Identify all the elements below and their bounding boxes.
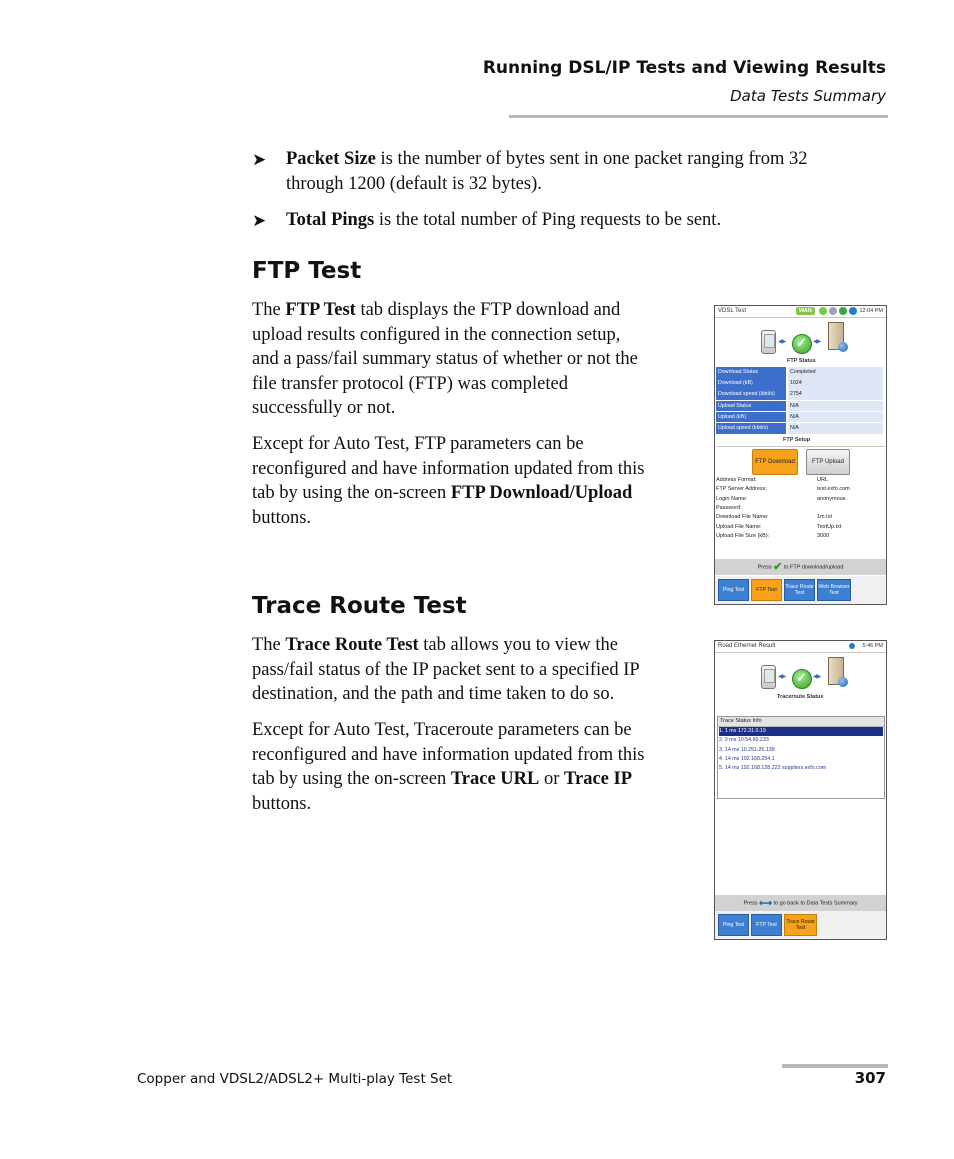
check-key-icon: ✔ xyxy=(773,561,783,573)
tab-web-browser-test[interactable]: Web Browser Test xyxy=(817,579,851,601)
globe-icon xyxy=(838,677,848,687)
trace-hop-row[interactable]: 5. 14 ms 192.168.128.222 suppliers.exfo.com xyxy=(719,765,827,772)
ftp-setup-key: Download File Name: xyxy=(716,514,769,521)
bullet-text: is the number of bytes sent in one packet ranging from 32 xyxy=(375,149,808,169)
trace-status-info-box[interactable] xyxy=(717,716,885,799)
text: tab by using the on-screen xyxy=(252,483,451,504)
pass-check-icon xyxy=(792,334,812,354)
client-device-icon xyxy=(761,665,776,689)
ftp-status-key: Download Status xyxy=(716,367,786,378)
text-line: reconfigured and have information updated from this xyxy=(252,744,645,765)
ftp-setup-row xyxy=(716,513,876,522)
bullet-term: Packet Size xyxy=(286,149,376,169)
text-line: reconfigured and have information updated from this xyxy=(252,458,645,479)
tab-trace-route-test[interactable]: Trace Route Test xyxy=(784,579,815,601)
ftp-setup-row xyxy=(716,476,876,485)
traceroute-status-caption: Traceroute Status xyxy=(777,694,824,700)
ftp-status-key: Download (kB) xyxy=(716,378,786,389)
tab-bar xyxy=(715,576,886,604)
text: tab allows you to view the xyxy=(418,635,618,655)
ftp-status-value: 1024 xyxy=(788,378,883,389)
trace-box-header: Trace Status Info xyxy=(718,717,884,727)
ftp-setup-value: anonymous xyxy=(817,495,846,502)
screen-time: 12:04 PM xyxy=(859,308,883,314)
ftp-status-row xyxy=(716,378,883,390)
ftp-setup-key: Upload File Name: xyxy=(716,523,762,530)
ftp-setup-key: Address Format: xyxy=(716,477,757,483)
ftp-status-row xyxy=(716,401,883,413)
text-line: destination, and the path and time taken to do so. xyxy=(252,684,615,705)
text-line: Except for Auto Test, FTP parameters can be xyxy=(252,434,584,454)
hint-text: Press xyxy=(757,564,772,571)
ftp-paragraph-2 xyxy=(252,432,644,530)
ftp-setup-value: 1m.txt xyxy=(817,514,832,521)
text-line: buttons. xyxy=(252,793,312,814)
battery-icon xyxy=(849,307,857,315)
footer-product-name: Copper and VDSL2/ADSL2+ Multi-play Test Set xyxy=(137,1071,453,1087)
bullet-packet-size xyxy=(252,147,892,199)
screen-time: 5:46 PM xyxy=(862,643,883,649)
hint-text: to go back to Data Tests Summary xyxy=(773,900,858,907)
hint-text: to FTP download/upload xyxy=(783,564,844,571)
text: tab displays the FTP download and xyxy=(355,300,621,320)
pass-check-icon xyxy=(792,669,812,689)
divider xyxy=(716,446,885,447)
text-line: pass/fail status of the IP packet sent to a specified IP xyxy=(252,659,640,680)
hint-bar xyxy=(715,895,886,911)
term: FTP Download/Upload xyxy=(450,483,633,504)
bullet-arrow-icon: ➤ xyxy=(252,211,267,230)
ftp-test-screenshot xyxy=(714,305,887,605)
ftp-setup-value: 3000 xyxy=(817,532,830,539)
tab-ftp-test[interactable]: FTP Test xyxy=(751,579,782,601)
tab-trace-route-test[interactable]: Trace Route Test xyxy=(784,914,817,936)
screen-title: Road Ethernet Result xyxy=(718,643,776,649)
ftp-status-key: Upload (kB) xyxy=(716,412,786,423)
ftp-setup-row xyxy=(716,495,876,504)
trace-route-screenshot xyxy=(714,640,887,940)
trace-hop-row[interactable]: 2. 2 ms 10.54.60.233 xyxy=(719,737,769,744)
text: or xyxy=(539,769,565,790)
ftp-test-heading: FTP Test xyxy=(252,258,362,284)
trace-hop-row[interactable]: 4. 14 ms 192.168.254.1 xyxy=(719,755,775,762)
connection-icon xyxy=(829,307,837,315)
ftp-status-value: N/A xyxy=(788,401,883,412)
text-line: upload results configured in the connection setup, xyxy=(252,324,621,345)
battery-icon xyxy=(849,643,855,649)
back-key-icon: ⟷ xyxy=(759,898,772,908)
trace-hop-row[interactable]: 1. 1 ms 172.31.0.19 xyxy=(719,727,883,736)
header-rule xyxy=(509,115,888,118)
ftp-status-value: N/A xyxy=(788,412,883,423)
transfer-arrows-icon: ◀▶ xyxy=(778,339,786,345)
text-line: Except for Auto Test, Traceroute parameters can be xyxy=(252,720,632,740)
ftp-setup-row xyxy=(716,523,876,532)
text-line: buttons. xyxy=(252,507,312,528)
ftp-setup-value: TextUp.txt xyxy=(817,523,842,530)
wan-badge: WAN xyxy=(796,307,815,315)
text-line: file transfer protocol (FTP) was completed xyxy=(252,373,568,394)
bullet-total-pings xyxy=(252,208,892,234)
term: Trace Route Test xyxy=(285,635,419,655)
globe-icon xyxy=(838,342,848,352)
client-device-icon xyxy=(761,330,776,354)
ftp-paragraph-1 xyxy=(252,298,638,421)
page-number: 307 xyxy=(854,1069,886,1087)
ftp-status-row xyxy=(716,389,883,401)
bullet-text-line2: through 1200 (default is 32 bytes). xyxy=(286,174,542,194)
screen-title-bar xyxy=(715,306,886,318)
transfer-arrows-icon: ◀▶ xyxy=(778,674,786,680)
tab-ping-test[interactable]: Ping Test xyxy=(718,914,749,936)
term: FTP Test xyxy=(285,300,356,320)
text-line: and a pass/fail summary status of whether or not the xyxy=(252,349,638,370)
ftp-status-row xyxy=(716,367,883,379)
ftp-status-row xyxy=(716,423,883,435)
transfer-arrows-icon: ◀▶ xyxy=(813,339,821,345)
screen-title-bar xyxy=(715,641,886,653)
ftp-setup-key: Upload File Size (kB): xyxy=(716,532,770,539)
ftp-status-key: Upload Status xyxy=(716,401,786,412)
ftp-download-button[interactable]: FTP Download xyxy=(752,449,798,475)
ftp-setup-caption: FTP Setup xyxy=(783,437,811,443)
text: tab by using the on-screen xyxy=(252,769,451,790)
hint-text: Press xyxy=(743,900,758,907)
transfer-arrows-icon: ◀▶ xyxy=(813,674,821,680)
ftp-setup-key: FTP Server Address: xyxy=(716,486,767,493)
status-led-icon xyxy=(819,307,827,315)
text: The xyxy=(252,635,286,655)
ftp-upload-button[interactable]: FTP Upload xyxy=(806,449,850,475)
ftp-setup-value: URL xyxy=(817,477,829,483)
ftp-status-key: Download speed (kbit/s) xyxy=(716,389,786,400)
ftp-status-value: 2754 xyxy=(788,389,883,400)
ftp-setup-row xyxy=(716,485,876,494)
bullet-arrow-icon: ➤ xyxy=(252,150,267,169)
ftp-status-value: Completed xyxy=(788,367,883,378)
trace-paragraph-2 xyxy=(252,718,644,816)
running-header-subtitle: Data Tests Summary xyxy=(730,87,886,105)
term: Trace IP xyxy=(564,769,633,790)
ftp-status-caption: FTP Status xyxy=(787,358,816,364)
screen-title: VDSL Test xyxy=(718,308,747,314)
ftp-setup-key: Login Name: xyxy=(716,495,748,502)
trace-paragraph-1 xyxy=(252,633,640,707)
text: The xyxy=(252,300,286,320)
running-header-title: Running DSL/IP Tests and Viewing Results xyxy=(482,58,886,78)
ftp-setup-key: Password: xyxy=(716,504,742,511)
ftp-status-value: N/A xyxy=(788,423,883,434)
tab-ping-test[interactable]: Ping Test xyxy=(718,579,749,601)
hint-bar xyxy=(715,559,886,575)
trace-route-heading: Trace Route Test xyxy=(252,593,467,619)
footer-rule xyxy=(782,1064,888,1068)
ftp-setup-value: test.exfo.com xyxy=(817,486,850,493)
tab-bar xyxy=(715,911,886,939)
ftp-status-row xyxy=(716,412,883,424)
ftp-setup-row xyxy=(716,504,876,513)
bullet-text: is the total number of Ping requests to be sent. xyxy=(374,210,722,230)
trace-hop-row[interactable]: 3. 14 ms 10.251.26.138 xyxy=(719,746,775,753)
ftp-setup-row xyxy=(716,532,876,541)
text-line: successfully or not. xyxy=(252,398,396,419)
term: Trace URL xyxy=(450,769,540,790)
signal-icon xyxy=(839,307,847,315)
tab-ftp-test[interactable]: FTP Test xyxy=(751,914,782,936)
ftp-status-key: Upload speed (kbit/s) xyxy=(716,423,786,434)
bullet-term: Total Pings xyxy=(286,210,375,230)
